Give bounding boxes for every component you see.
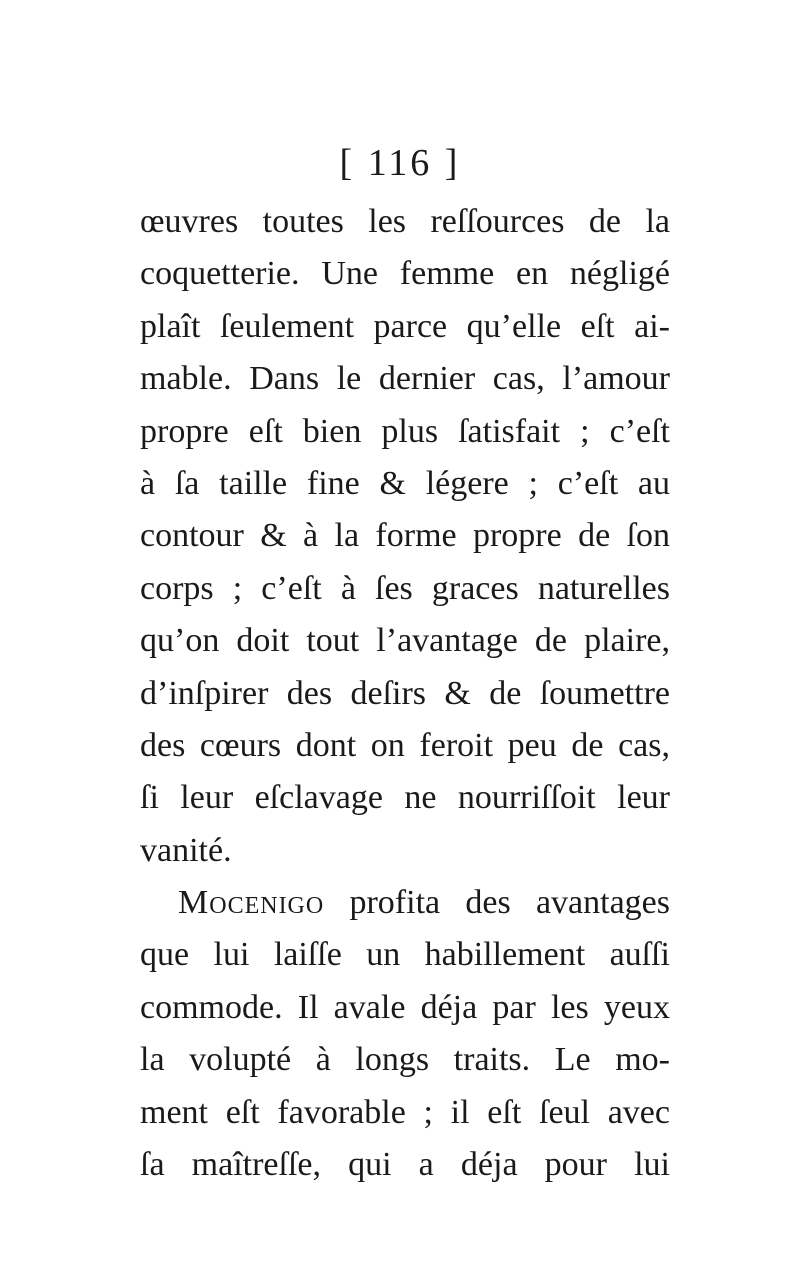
text-line: ſa maîtreſſe, qui a déja pour lui xyxy=(140,1146,670,1184)
text-line: à ſa taille fine & légere ; c’eſt au xyxy=(140,464,670,502)
text-line: que lui laiſſe un habillement auſſi xyxy=(140,936,670,974)
text-line: propre eſt bien plus ſatisfait ; c’eſt xyxy=(140,412,670,450)
text-line: qu’on doit tout l’avantage de plaire, xyxy=(140,622,670,660)
text-line: coquetterie. Une femme en négligé xyxy=(140,255,670,293)
text-line: des cœurs dont on feroit peu de cas, xyxy=(140,726,670,764)
text-line: d’inſpirer des deſirs & de ſoumettre xyxy=(140,674,670,712)
text-line: ment eſt favorable ; il eſt ſeul avec xyxy=(140,1093,670,1131)
text-line: la volupté à longs traits. Le mo- xyxy=(140,1041,670,1079)
text-fragment: profita des avantages xyxy=(324,884,670,922)
text-line: ſi leur eſclavage ne nourriſſoit leur xyxy=(140,779,670,817)
text-line: vanité. xyxy=(140,831,232,869)
character-name: Mocenigo xyxy=(178,884,325,922)
text-line: corps ; c’eſt à ſes graces naturelles xyxy=(140,569,670,607)
paragraph-opening-line xyxy=(140,877,670,929)
text-line: contour & à la forme propre de ſon xyxy=(140,517,670,555)
page-number: [ 116 ] xyxy=(339,142,461,184)
text-line: mable. Dans le dernier cas, l’amour xyxy=(140,360,670,398)
text-line: commode. Il avale déja par les yeux xyxy=(140,988,670,1026)
body-text xyxy=(140,196,670,1191)
text-line: plaît ſeulement parce qu’elle eſt ai- xyxy=(140,307,670,345)
text-line: œuvres toutes les reſſources de la xyxy=(140,203,670,240)
